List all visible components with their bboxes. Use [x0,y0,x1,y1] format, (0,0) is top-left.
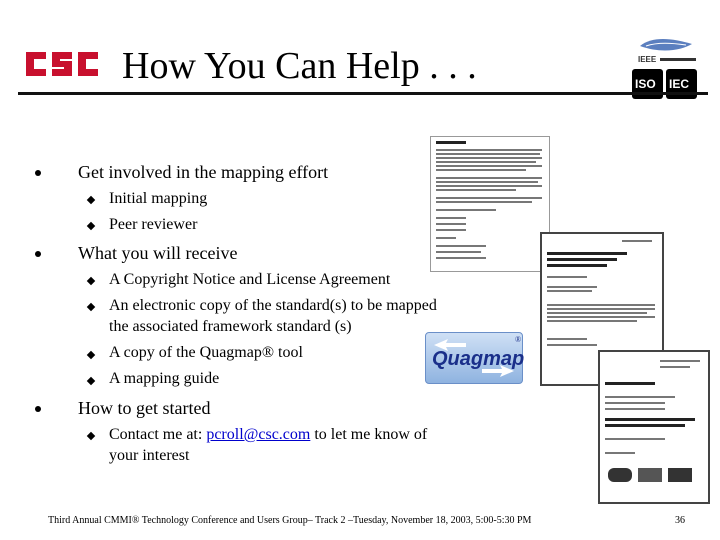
sub-item-contact-cont: your interest [109,447,190,464]
sub-bullet-icon [87,377,95,385]
sub-item-mapping-guide: A mapping guide [109,370,220,387]
csc-logo-graphic [24,44,102,84]
ieee-globe-icon [632,36,698,56]
csc-logo [24,44,102,84]
sub-item-initial-mapping: Initial mapping [109,190,208,207]
page-number: 36 [675,515,685,526]
sub-item-license: A Copyright Notice and License Agreement [109,271,391,288]
sub-item-quagmap-tool: A copy of the Quagmap® tool [109,344,303,361]
contact-suffix: to let me know of [310,426,428,443]
email-link[interactable]: pcroll@csc.com [206,426,311,443]
framework-standard-thumbnail [598,350,710,504]
bullet-icon [35,406,41,412]
quagmap-logo-text: Quagmap [432,348,525,370]
ieee-label: IEEE [638,55,657,64]
sub-item-peer-reviewer: Peer reviewer [109,216,198,233]
page-title: How You Can Help . . . [122,45,477,87]
sub-bullet-icon [87,196,95,204]
sub-bullet-icon [87,222,95,230]
sub-item-contact [109,426,427,444]
sub-bullet-icon [87,277,95,285]
sub-bullet-icon [87,303,95,311]
bullet-icon [35,170,41,176]
contact-prefix: Contact me at: [109,426,207,443]
quagmap-logo [425,332,523,384]
sub-item-electronic-copy-cont: the associated framework standard (s) [109,318,352,335]
bullet-what-you-receive: What you will receive [78,243,238,263]
footer-text: Third Annual CMMI® Technology Conference and Users Group– Track 2 –Tuesday, November 18, 2003, 5:00-5:30 PM [48,515,532,526]
bullet-icon [35,251,41,257]
bullet-get-involved: Get involved in the mapping effort [78,162,329,182]
iso-label: ISO [635,77,656,91]
title-rule [18,92,708,95]
sub-item-electronic-copy: An electronic copy of the standard(s) to be mapped [109,297,437,314]
copyright-notice-thumbnail [430,136,550,272]
quagmap-reg-mark: ® [515,335,522,344]
bullet-how-to-start: How to get started [78,398,211,418]
iec-label: IEC [669,77,690,91]
sub-bullet-icon [87,432,95,440]
sub-bullet-icon [87,351,95,359]
